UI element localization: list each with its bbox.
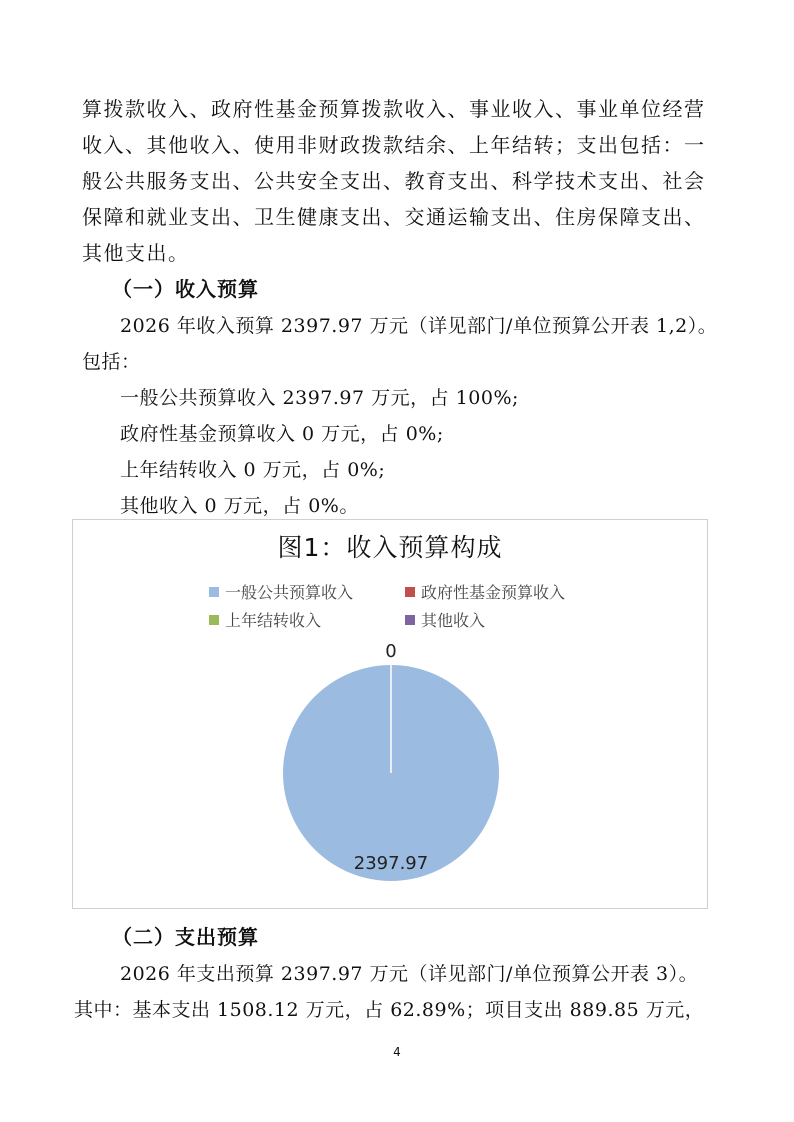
income-heading: （一）收入预算 (112, 277, 259, 301)
income-summary-cont: 包括： (82, 351, 141, 373)
income-item: 一般公共预算收入 2397.97 万元，占 100%; (120, 387, 519, 409)
page-number: 4 (393, 1045, 401, 1059)
intro-line: 其他支出。 (82, 241, 190, 265)
chart-title: 图1：收入预算构成 (277, 533, 503, 562)
pie-plot-area (73, 520, 707, 908)
intro-line: 收入、其他收入、使用非财政拨款结余、上年结转；支出包括：一 (82, 133, 706, 157)
intro-line: 般公共服务支出、公共安全支出、教育支出、科学技术支出、社会 (82, 169, 706, 193)
intro-line: 保障和就业支出、卫生健康支出、交通运输支出、住房保障支出、 (82, 205, 706, 229)
expense-heading: （二）支出预算 (112, 925, 259, 949)
income-item: 上年结转收入 0 万元，占 0%; (120, 459, 386, 481)
pie-data-label: 2397.97 (353, 853, 429, 874)
income-pie-chart (72, 519, 708, 909)
legend-label: 一般公共预算收入 (225, 583, 354, 602)
legend-label: 政府性基金预算收入 (421, 583, 566, 602)
legend-label: 上年结转收入 (225, 611, 322, 630)
intro-line: 算拨款收入、政府性基金预算拨款收入、事业收入、事业单位经营 (82, 97, 706, 121)
legend-label: 其他收入 (421, 611, 486, 630)
income-item: 其他收入 0 万元，占 0%。 (120, 495, 359, 517)
income-summary: 2026 年收入预算 2397.97 万元（详见部门/单位预算公开表 1,2）。 (120, 315, 718, 337)
expense-summary-cont: 其中：基本支出 1508.12 万元，占 62.89%；项目支出 889.85 万元， (74, 999, 705, 1021)
pie-data-label: 0 (385, 641, 397, 662)
income-item: 政府性基金预算收入 0 万元，占 0%; (120, 423, 444, 445)
expense-summary: 2026 年支出预算 2397.97 万元（详见部门/单位预算公开表 3）。 (120, 963, 699, 985)
